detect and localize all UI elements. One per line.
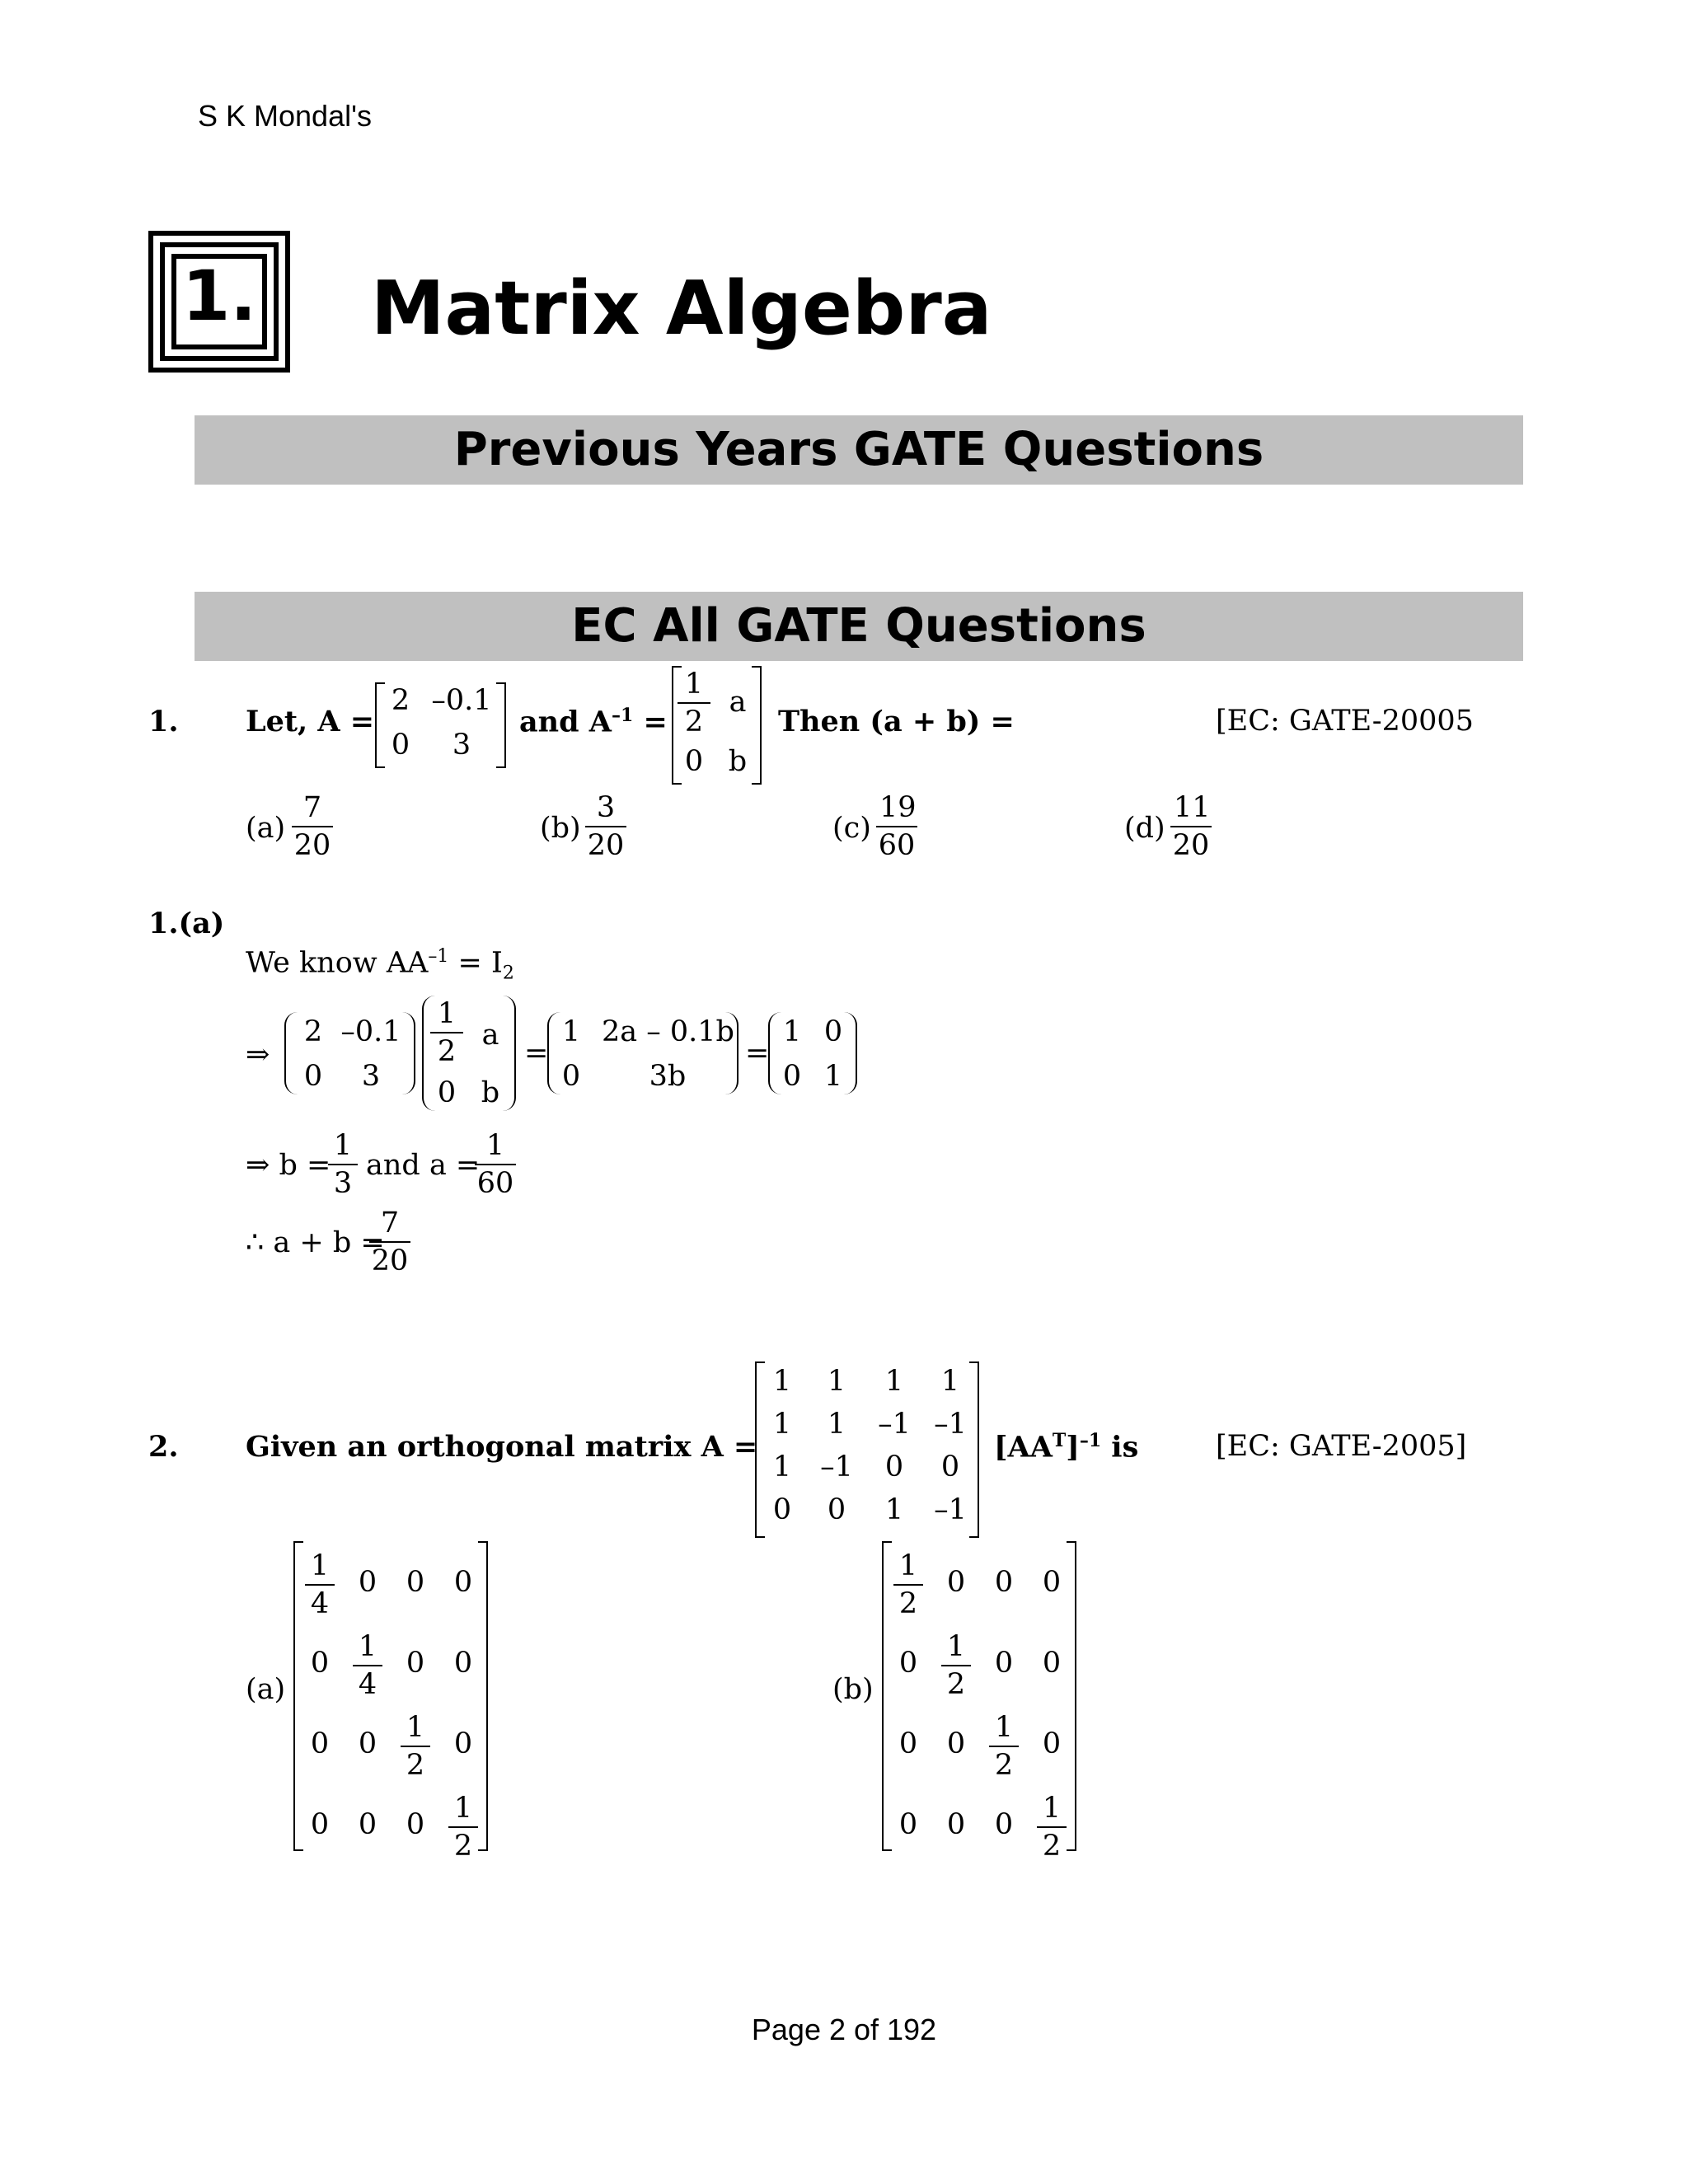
author-header: S K Mondal's [198,99,372,133]
matrix-fraction: $\frac{1}{2}$ [430,996,463,1070]
question-text: Given an orthogonal matrix A = [246,1430,758,1464]
matrix-cell: –1 [934,1493,967,1526]
matrix-cell: a [481,1019,499,1052]
question-text: Let, A = [246,705,375,738]
matrix-fraction: $\frac{1}{2}$ [1037,1790,1067,1864]
matrix-paren-right [844,1012,857,1094]
matrix-cell: 3 [452,729,471,762]
matrix-fraction: $\frac{1}{2}$ [401,1709,430,1783]
matrix-cell: 1 [823,1060,843,1093]
matrix-cell: 0 [437,1076,457,1109]
matrix-cell: 1 [884,1365,904,1398]
matrix-cell: 0 [823,1015,843,1048]
solution-fraction: $\frac{7}{20}$ [369,1205,410,1279]
solution-line: and a = [366,1149,481,1182]
matrix-fraction: $\frac{1}{4}$ [353,1629,382,1703]
question-source: [EC: GATE-2005] [1216,1430,1467,1463]
matrix-cell: 0 [898,1808,918,1841]
matrix-cell: –1 [934,1408,967,1441]
matrix-paren-right [503,996,516,1111]
chapter-number: 1. [181,255,257,336]
matrix-cell: b [728,745,748,778]
question-text: $[AA^T]^{-1}$ is [994,1430,1139,1465]
previous-questions-banner: Previous Years GATE Questions [195,415,1523,485]
matrix-cell: 0 [1042,1566,1062,1599]
matrix-cell: 0 [561,1060,581,1093]
matrix-cell: 0 [946,1566,966,1599]
matrix-cell: a [729,686,747,719]
matrix-cell: 1 [772,1365,792,1398]
matrix-paren-left [284,1012,298,1094]
matrix-cell: 0 [1042,1727,1062,1760]
matrix-fraction: $\frac{1}{2}$ [893,1548,923,1622]
matrix-cell: 0 [406,1566,425,1599]
page-number: Page 2 of 192 [751,2013,937,2046]
option-fraction: $\frac{11}{20}$ [1170,790,1212,864]
solution-label: 1.(a) [148,907,225,940]
matrix-cell: 0 [827,1493,846,1526]
option-label: (a) [246,1673,286,1706]
matrix-bracket-left [882,1541,892,1851]
matrix-cell: 0 [884,1451,904,1483]
question-number: 2. [148,1430,179,1464]
matrix-cell: 0 [772,1493,792,1526]
matrix-cell: 1 [827,1408,846,1441]
matrix-fraction: $\frac{1}{2}$ [678,666,710,740]
matrix-paren-right [402,1012,415,1094]
matrix-cell: 0 [310,1647,330,1680]
matrix-cell: 1 [772,1408,792,1441]
matrix-cell: 2a – 0.1b [602,1015,734,1048]
matrix-bracket-left [293,1541,303,1851]
option-fraction: $\frac{7}{20}$ [292,790,333,864]
solution-fraction: $\frac{1}{60}$ [475,1127,516,1202]
section-banner: EC All GATE Questions [195,592,1523,661]
matrix-cell: 0 [946,1727,966,1760]
matrix-cell: 0 [310,1808,330,1841]
matrix-fraction: $\frac{1}{2}$ [941,1629,971,1703]
matrix-cell: 0 [358,1727,377,1760]
matrix-cell: 0 [453,1727,473,1760]
matrix-cell: 0 [994,1647,1014,1680]
matrix-cell: 0 [453,1566,473,1599]
option-label: (a) [246,812,286,845]
matrix-cell: –0.1 [431,684,492,717]
matrix-cell: 1 [782,1015,802,1048]
matrix-fraction: $\frac{1}{2}$ [989,1709,1019,1783]
matrix-cell: 0 [684,745,704,778]
option-label: (c) [832,812,871,845]
chapter-title: Matrix Algebra [371,265,992,352]
matrix-cell: 0 [453,1647,473,1680]
matrix-cell: 0 [310,1727,330,1760]
matrix-cell: 1 [884,1493,904,1526]
matrix-cell: 1 [827,1365,846,1398]
question-number: 1. [148,705,179,738]
chapter-number-box [148,231,290,373]
matrix-cell: 0 [1042,1647,1062,1680]
matrix-bracket-right [496,682,506,768]
solution-fraction: $\frac{1}{3}$ [328,1127,358,1202]
matrix-cell: 2 [303,1015,323,1048]
solution-line: We know $AA^{-1} = I_2$ [246,946,514,984]
option-label: (b) [540,812,581,845]
matrix-cell: 2 [391,684,410,717]
matrix-cell: 0 [898,1727,918,1760]
matrix-cell: 1 [772,1451,792,1483]
solution-line: ∴ a + b = [246,1226,385,1259]
matrix-cell: 0 [303,1060,323,1093]
matrix-cell: –1 [878,1408,911,1441]
matrix-cell: 1 [940,1365,960,1398]
option-label: (d) [1124,812,1165,845]
matrix-cell: 0 [940,1451,960,1483]
option-fraction: $\frac{19}{60}$ [876,790,917,864]
matrix-cell: 0 [358,1566,377,1599]
matrix-cell: 3b [649,1060,687,1093]
matrix-fraction: $\frac{1}{2}$ [448,1790,478,1864]
matrix-bracket-right [752,666,762,785]
matrix-bracket-right [969,1361,979,1538]
matrix-cell: 0 [782,1060,802,1093]
matrix-fraction: $\frac{1}{4}$ [305,1548,335,1622]
matrix-cell: 0 [406,1808,425,1841]
implies-symbol: ⇒ [246,1038,270,1071]
matrix-cell: 0 [406,1647,425,1680]
matrix-cell: 0 [358,1808,377,1841]
matrix-cell: 1 [561,1015,581,1048]
option-fraction: $\frac{3}{20}$ [585,790,626,864]
matrix-cell: b [481,1076,500,1109]
matrix-paren-right [725,1012,738,1094]
equals-sign: = [745,1037,770,1070]
matrix-cell: –1 [820,1451,853,1483]
matrix-cell: 3 [361,1060,381,1093]
matrix-bracket-right [478,1541,488,1851]
matrix-cell: 0 [994,1566,1014,1599]
solution-line: ⇒ b = [246,1149,331,1182]
option-label: (b) [832,1673,874,1706]
matrix-cell: 0 [898,1647,918,1680]
matrix-cell: 0 [391,729,410,762]
matrix-bracket-right [1067,1541,1076,1851]
question-source: [EC: GATE-20005 [1216,705,1474,738]
matrix-cell: –0.1 [340,1015,401,1048]
question-text: and $A^{-1}$ = [519,705,668,739]
equals-sign: = [524,1037,549,1070]
matrix-cell: 0 [994,1808,1014,1841]
question-text: Then (a + b) = [778,705,1015,738]
matrix-cell: 0 [946,1808,966,1841]
